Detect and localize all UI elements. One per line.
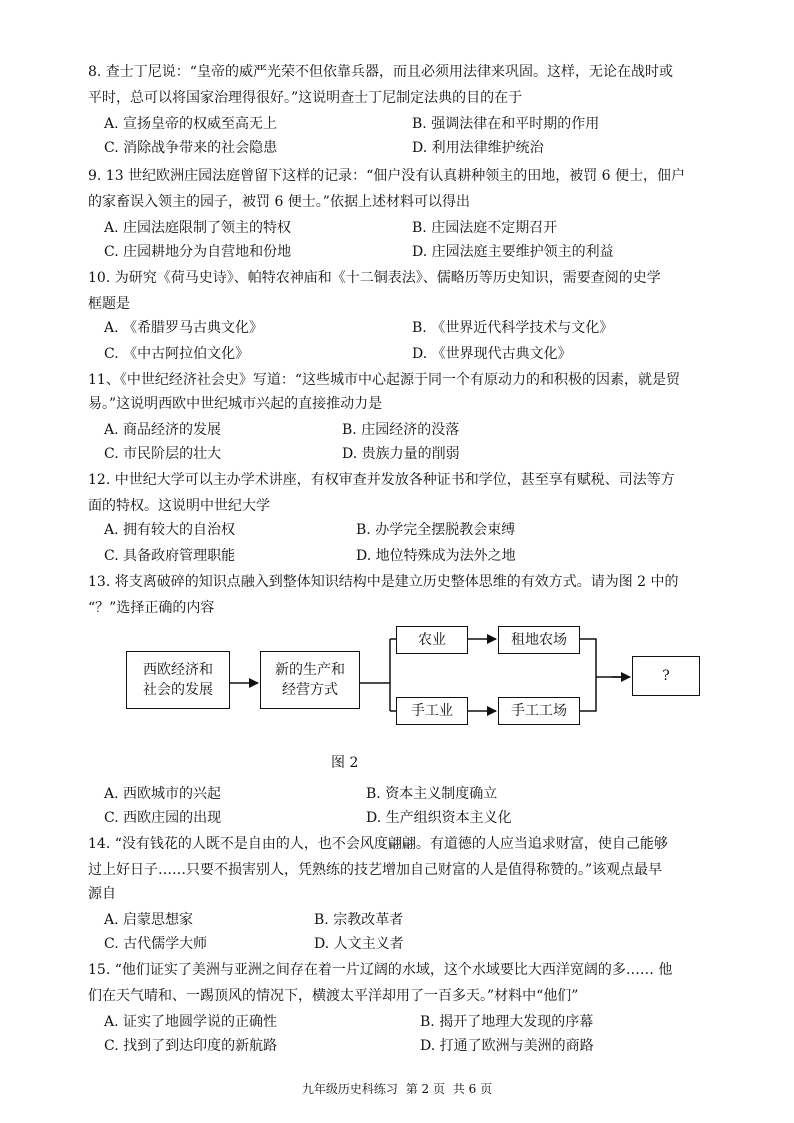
q8-option-b: B. 强调法律在和平时期的作用	[412, 116, 600, 132]
q8-option-a: A. 宣扬皇帝的权威至高无上	[104, 116, 278, 132]
q13-option-d: D. 生产组织资本主义化	[366, 810, 512, 826]
diagram-box-unknown: ?	[632, 656, 700, 696]
q11-option-c: C. 市民阶层的壮大	[104, 446, 222, 462]
page-footer	[0, 1080, 794, 1097]
q14-line-1: 14. “没有钱花的人既不是自由的人，也不会风度翩翩。有道德的人应当追求财富，使自己能够	[88, 836, 668, 852]
q11-line-1: 11、《中世纪经济社会史》写道：“这些城市中心起源于同一个有原动力的和积极的因素，就是贸	[88, 372, 680, 388]
q8-option-d: D. 利用法律维护统治	[412, 140, 544, 156]
branch-left-bracket	[360, 639, 390, 711]
q12-option-c: C. 具备政府管理职能	[104, 548, 236, 564]
q15-option-b: B. 揭开了地理大发现的序幕	[420, 1014, 594, 1030]
q10-option-d: D. 《世界现代古典文化》	[412, 346, 572, 362]
q12-line-2: 面的特权。这说明中世纪大学	[88, 498, 270, 514]
q9-option-c: C. 庄园耕地分为自营地和份地	[104, 244, 292, 260]
footer-total-pages: 共 6 页	[452, 1082, 493, 1096]
q9-option-b: B. 庄园法庭不定期召开	[412, 220, 558, 236]
q13-option-c: C. 西欧庄园的出现	[104, 810, 222, 826]
q14-option-a: A. 启蒙思想家	[104, 912, 194, 928]
q13-option-b: B. 资本主义制度确立	[366, 786, 498, 802]
q12-line-1: 12. 中世纪大学可以主办学术讲座，有权审查并发放各种证书和学位，甚至享有赋税、司法等方	[88, 472, 675, 488]
q15-line-1: 15. “他们证实了美洲与亚洲之间存在着一片辽阔的水域，这个水域要比大西洋宽阔的多…… 他	[88, 962, 673, 978]
q11-line-2: 易。”这说明西欧中世纪城市兴起的直接推动力是	[88, 396, 383, 412]
figure-caption: 图 2	[331, 755, 359, 771]
q12-option-d: D. 地位特殊成为法外之地	[356, 548, 516, 564]
q11-option-b: B. 庄园经济的没落	[342, 422, 460, 438]
diagram-box-handicraft: 手工业	[396, 697, 468, 725]
q9-option-a: A. 庄园法庭限制了领主的特权	[104, 220, 292, 236]
q13-option-a: A. 西欧城市的兴起	[104, 786, 222, 802]
q15-option-a: A. 证实了地圆学说的正确性	[104, 1014, 278, 1030]
diagram-box-start-line-1: 西欧经济和	[143, 662, 213, 678]
q8-line-1: 8. 查士丁尼说：“皇帝的威严光荣不但依靠兵器，而且必须用法律来巩固。这样，无论在战时或	[88, 64, 673, 80]
diagram-box-start-line-2: 社会的发展	[143, 682, 213, 698]
q14-option-d: D. 人文主义者	[314, 936, 404, 952]
merge-right-bracket	[580, 639, 628, 711]
q10-line-1: 10. 为研究《荷马史诗》、帕特农神庙和《十二铜表法》、儒略历等历史知识，需要查阅的史学	[88, 270, 661, 286]
q9-option-d: D. 庄园法庭主要维护领主的利益	[412, 244, 614, 260]
q10-option-b: B. 《世界近代科学技术与文化》	[412, 320, 614, 336]
q10-option-c: C. 《中古阿拉伯文化》	[104, 346, 250, 362]
diagram-box-workshop: 手工工场	[498, 697, 580, 725]
q9-line-1: 9. 13 世纪欧洲庄园法庭曾留下这样的记录：“佃户没有认真耕种领主的田地，被罚 6 便士，佃户	[88, 168, 686, 184]
q9-line-2: 的家畜误入领主的园子，被罚 6 便士。”依据上述材料可以得出	[88, 194, 470, 210]
q13-line-1: 13. 将支离破碎的知识点融入到整体知识结构中是建立历史整体思维的有效方式。请为图 2 中的	[88, 574, 679, 590]
footer-subject: 九年级历史科练习	[301, 1082, 398, 1096]
diagram-box-middle-line-1: 新的生产和	[275, 662, 345, 678]
q15-option-d: D. 打通了欧洲与美洲的商路	[420, 1038, 594, 1054]
q14-line-3: 源自	[88, 886, 116, 902]
q14-option-c: C. 古代儒学大师	[104, 936, 208, 952]
q8-line-2: 平时，总可以将国家治理得很好。”这说明查士丁尼制定法典的目的在于	[88, 90, 523, 106]
diagram-box-agriculture: 农业	[396, 626, 468, 654]
footer-page-number: 第 2 页	[405, 1082, 445, 1096]
q14-line-2: 过上好日子……只要不损害别人，凭熟练的技艺增加自己财富的人是值得称赞的。”该观点最早	[88, 862, 663, 878]
q11-option-d: D. 贵族力量的削弱	[342, 446, 460, 462]
q11-option-a: A. 商品经济的发展	[104, 422, 222, 438]
q13-line-2: “？”选择正确的内容	[88, 600, 215, 616]
q10-option-a: A. 《希腊罗马古典文化》	[104, 320, 264, 336]
q14-option-b: B. 宗教改革者	[314, 912, 404, 928]
q12-option-a: A. 拥有较大的自治权	[104, 522, 236, 538]
diagram-box-middle	[260, 651, 360, 709]
q12-option-b: B. 办学完全摆脱教会束缚	[356, 522, 516, 538]
diagram-box-rental-farm: 租地农场	[498, 626, 580, 654]
q8-option-c: C. 消除战争带来的社会隐患	[104, 140, 278, 156]
diagram-box-start	[126, 651, 230, 709]
q15-line-2: 们在天气晴和、一踢顶风的情况下，横渡太平洋却用了一百多天。”材料中“他们”	[88, 988, 579, 1004]
diagram-box-middle-line-2: 经营方式	[282, 682, 338, 698]
q10-line-2: 框题是	[88, 296, 130, 312]
q15-option-c: C. 找到了到达印度的新航路	[104, 1038, 278, 1054]
